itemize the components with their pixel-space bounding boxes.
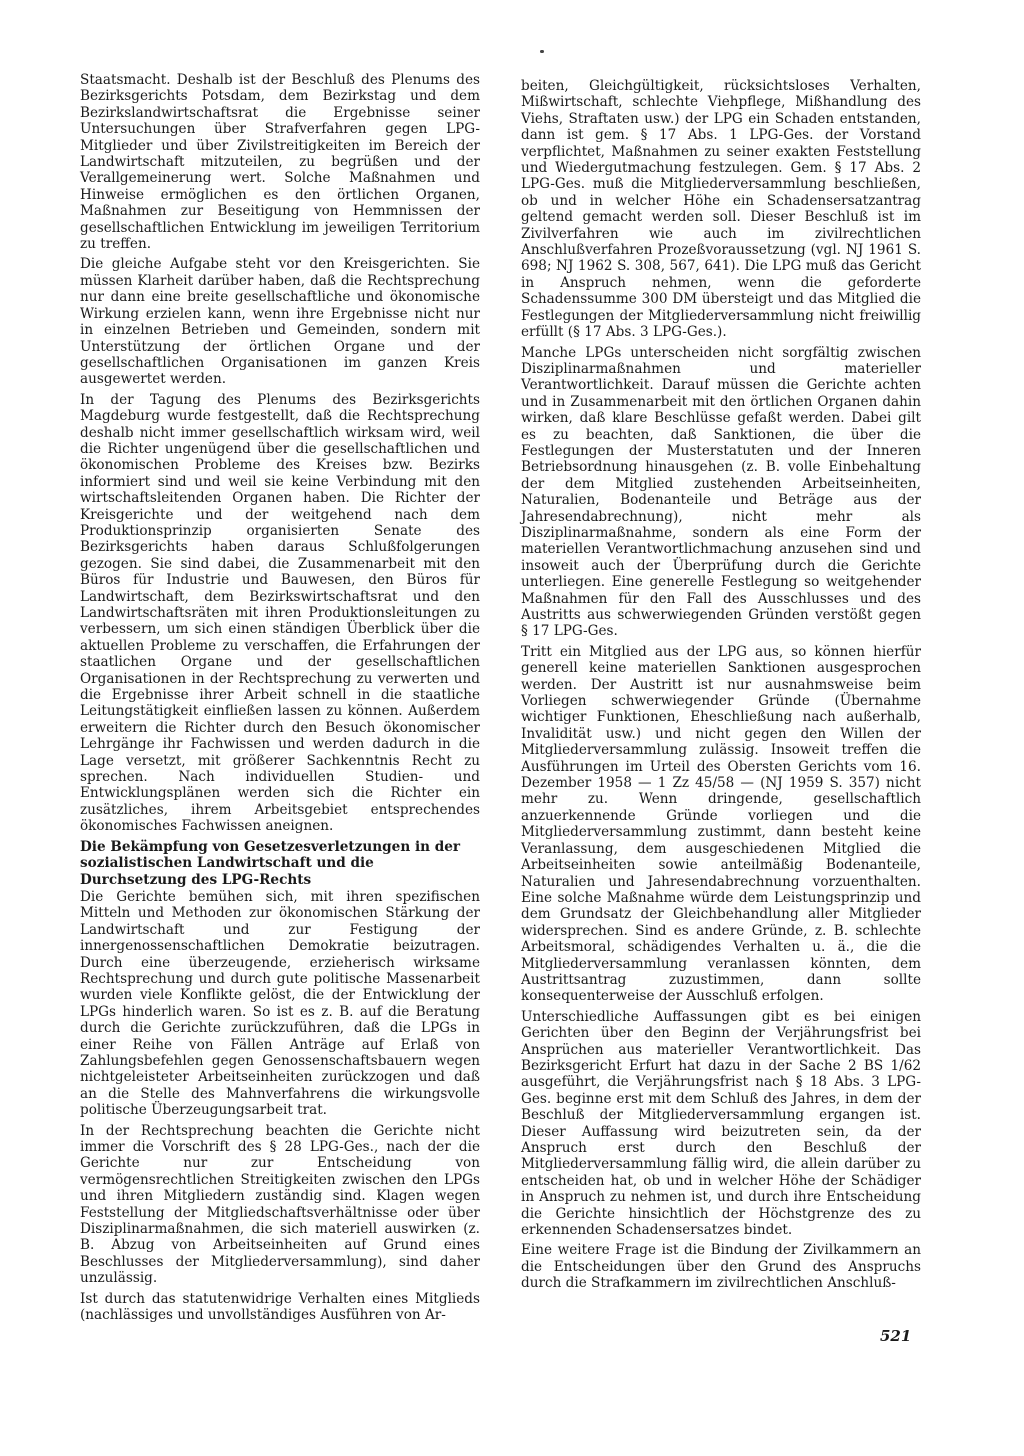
paragraph: Ist durch das statutenwidrige Verhalten eines Mitglieds (nachlässiges und unvollständiges Ausführen von Ar-: [80, 1290, 480, 1324]
paragraph: Staatsmacht. Deshalb ist der Beschluß des Plenums des Bezirksgerichts Potsdam, dem Bezirkstag und dem Bezirkslandwirtschaftsrat die Ergebnisse seiner Untersuchungen über Strafverfahren gegen LPG-Mitglieder und über Zivilstreitigkeiten im Bereich der Landwirtschaft mitzuteilen, zu begrüßen und der Verallgemeinerung wert. Solche Maßnahmen und Hinweise ermöglichen es den örtlichen Organen, Maßnahmen zur Beseitigung von Hemmnissen der gesellschaftlichen Entwicklung im jeweiligen Territorium zu treffen.: [80, 72, 480, 253]
section-heading: Die Bekämpfung von Gesetzesverletzungen in der sozialistischen Landwirtschaft und die Durchsetzung des LPG-Rechts: [80, 838, 461, 888]
paragraph: Eine weitere Frage ist die Bindung der Zivilkammern an die Entscheidungen über den Grund des Anspruchs durch die Strafkammern im zivilrechtlichen Anschluß-: [521, 1242, 921, 1292]
paragraph: Die gleiche Aufgabe steht vor den Kreisgerichten. Sie müssen Klarheit darüber haben, daß die Rechtsprechung nur dann eine breite gesellschaftliche und ökonomische Wirkung erzielen kann, wenn ihre Ergebnisse nicht nur in einzelnen Betrieben und Gemeinden, sondern mit Unterstützung der örtlichen Organe und der gesellschaftlichen Organisationen im ganzen Kreis ausgewertet werden.: [80, 256, 480, 388]
paragraph: Unterschiedliche Auffassungen gibt es bei einigen Gerichten über den Beginn der Verjährungsfrist bei Ansprüchen aus materieller Verantwortlichkeit. Das Bezirksgericht Erfurt hat dazu in der Sache 2 BS 1/62 ausgeführt, die Verjährungsfrist nach § 18 Abs. 3 LPG-Ges. beginne erst mit dem Schluß des Jahres, in dem der Beschluß der Mitgliederversammlung ergangen ist. Dieser Auffassung wird beizutreten sein, da der Anspruch erst durch den Beschluß der Mitgliederversammlung fällig wird, die allein darüber zu entscheiden hat, ob und in welcher Höhe der Schädiger in Anspruch zu nehmen ist, und durch ihre Entscheidung die Gerichte hinsichtlich der Höchstgrenze des zu erkennenden Schadensersatzes bindet.: [521, 1008, 921, 1239]
paragraph: In der Tagung des Plenums des Bezirksgerichts Magdeburg wurde festgestellt, daß die Rechtsprechung deshalb nicht immer gesellschaftlich wirksam wird, weil die Richter ungenügend über die gesellschaftlichen und ökonomischen Probleme des Kreises bzw. Bezirks informiert sind und weil sie keine Verbindung mit den wirtschaftsleitenden Organen haben. Die Richter der Kreisgerichte und der weitgehend nach dem Produktionsprinzip organisierten Senate des Bezirksgerichts haben daraus Schlußfolgerungen gezogen. Sie sind dabei, die Zusammenarbeit mit den Büros für Industrie und Bauwesen, den Büros für Landwirtschaft, dem Bezirkswirtschaftsrat und den Landwirtschaftsräten mit ihren Produktionsleitungen zu verbessern, um sich einen ständigen Überblick über die aktuellen Probleme zu verschaffen, die Erfahrungen der staatlichen Organe und der gesellschaftlichen Organisationen in der Rechtsprechung zu verwerten und die Ergebnisse ihrer Arbeit schnell in die staatliche Leitungstätigkeit einfließen lassen zu können. Außerdem erweitern die Richter durch den Besuch ökonomischer Lehrgänge ihr Fachwissen und werden dadurch in die Lage versetzt, mit größerer Sachkenntnis Recht zu sprechen. Nach individuellen Studien- und Entwicklungsplänen werden sich die Richter ein zusätzliches, ihrem Arbeitsgebiet entsprechendes ökonomisches Fachwissen aneignen.: [80, 391, 480, 835]
page-number: 521: [880, 1327, 912, 1345]
right-column: [521, 78, 921, 1296]
paragraph: Tritt ein Mitglied aus der LPG aus, so können hierfür generell keine materiellen Sanktionen ausgesprochen werden. Der Austritt ist nur ausnahmsweise beim Vorliegen schwerwiegender Gründe (Übernahme wichtiger Funktionen, Eheschließung nach außerhalb, Invalidität usw.) und nicht gegen den Willen der Mitgliederversammlung zulässig. Insoweit treffen die Ausführungen im Urteil des Obersten Gerichts vom 16. Dezember 1958 — 1 Zz 45/58 — (NJ 1959 S. 357) nicht mehr zu. Wenn dringende, gesellschaftlich anzuerkennende Gründe vorliegen und die Mitgliederversammlung zustimmt, dann besteht keine Veranlassung, dem ausgeschiedenen Mitglied die Arbeitseinheiten sowie anteilmäßig Bodenanteile, Naturalien und Jahresendabrechnung vorzuenthalten. Eine solche Maßnahme würde dem Leistungsprinzip und dem Grundsatz der Gleichbehandlung aller Mitglieder widersprechen. Sind es andere Gründe, z. B. schlechte Arbeitsmoral, schädigendes Verhalten u. ä., die die Mitgliederversammlung veranlassen könnten, dem Austrittsantrag zuzustimmen, dann sollte konsequenterweise der Ausschluß erfolgen.: [521, 643, 921, 1005]
paragraph: Die Gerichte bemühen sich, mit ihren spezifischen Mitteln und Methoden zur ökonomischen Stärkung der Landwirtschaft und zur Festigung der innergenossenschaftlichen Demokratie beizutragen. Durch eine überzeugende, erzieherisch wirksame Rechtsprechung und durch gute politische Massenarbeit wurden viele Konflikte gelöst, die der Entwicklung der LPGs hinderlich waren. So ist es z. B. auf die Beratung durch die Gerichte zurückzuführen, daß die LPGs in einer Reihe von Fällen Anträge auf Erlaß von Zahlungsbefehlen gegen Genossenschaftsbauern wegen nichtgeleisteter Arbeitseinheiten zurückzogen und daß an die Stelle des Mahnverfahrens die wirkungsvolle politische Überzeugungsarbeit trat.: [80, 888, 480, 1119]
paragraph: Manche LPGs unterscheiden nicht sorgfältig zwischen Disziplinarmaßnahmen und materieller Verantwortlichkeit. Darauf müssen die Gerichte achten und in Zusammenarbeit mit den örtlichen Organen dahin wirken, daß klare Beschlüsse gefaßt werden. Dabei gilt es zu beachten, daß Sanktionen, die über die Festlegungen der Musterstatuten und der Inneren Betriebsordnung hinausgehen (z. B. volle Einbehaltung der dem Mitglied zustehenden Arbeitseinheiten, Naturalien, Bodenanteile und Beträge aus der Jahresendabrechnung), nicht mehr als Disziplinarmaßnahme, sondern als eine Form der materiellen Verantwortlichmachung anzusehen sind und insoweit auch der Überprüfung durch die Gerichte unterliegen. Eine generelle Festlegung so weitgehender Maßnahmen für den Fall des Ausschlusses und des Austritts aus schwerwiegenden Gründen verstößt gegen § 17 LPG-Ges.: [521, 344, 921, 640]
left-column: [80, 72, 480, 1327]
paragraph: In der Rechtsprechung beachten die Gerichte nicht immer die Vorschrift des § 28 LPG-Ges., nach der die Gerichte nur zur Entscheidung von vermögensrechtlichen Streitigkeiten zwischen den LPGs und ihren Mitgliedern zuständig sind. Klagen wegen Feststellung der Mitgliedschaftsverhältnisse oder über Disziplinarmaßnahmen, die sich materiell auswirken (z. B. Abzug von Arbeitseinheiten auf Grund eines Beschlusses der Mitgliederversammlung), sind daher unzulässig.: [80, 1122, 480, 1287]
paragraph: beiten, Gleichgültigkeit, rücksichtsloses Verhalten, Mißwirtschaft, schlechte Viehpflege, Mißhandlung des Viehs, Straftaten usw.) der LPG ein Schaden entstanden, dann ist gem. § 17 Abs. 1 LPG-Ges. der Vorstand verpflichtet, Maßnahmen zu seiner exakten Feststellung und Wiedergutmachung festzulegen. Gem. § 17 Abs. 2 LPG-Ges. muß die Mitgliederversammlung beschließen, ob und in welcher Höhe ein Schadensersatzantrag geltend gemacht werden soll. Dieser Beschluß ist im Zivilverfahren wie auch im zivilrechtlichen Anschlußverfahren Prozeßvoraussetzung (vgl. NJ 1961 S. 698; NJ 1962 S. 308, 567, 641). Die LPG muß das Gericht in Anspruch nehmen, wenn die geforderte Schadenssumme 300 DM übersteigt und das Mitglied die Festlegungen der Mitgliederversammlung nicht freiwillig erfüllt (§ 17 Abs. 3 LPG-Ges.).: [521, 78, 921, 341]
scan-artifact-dot: [540, 50, 544, 53]
